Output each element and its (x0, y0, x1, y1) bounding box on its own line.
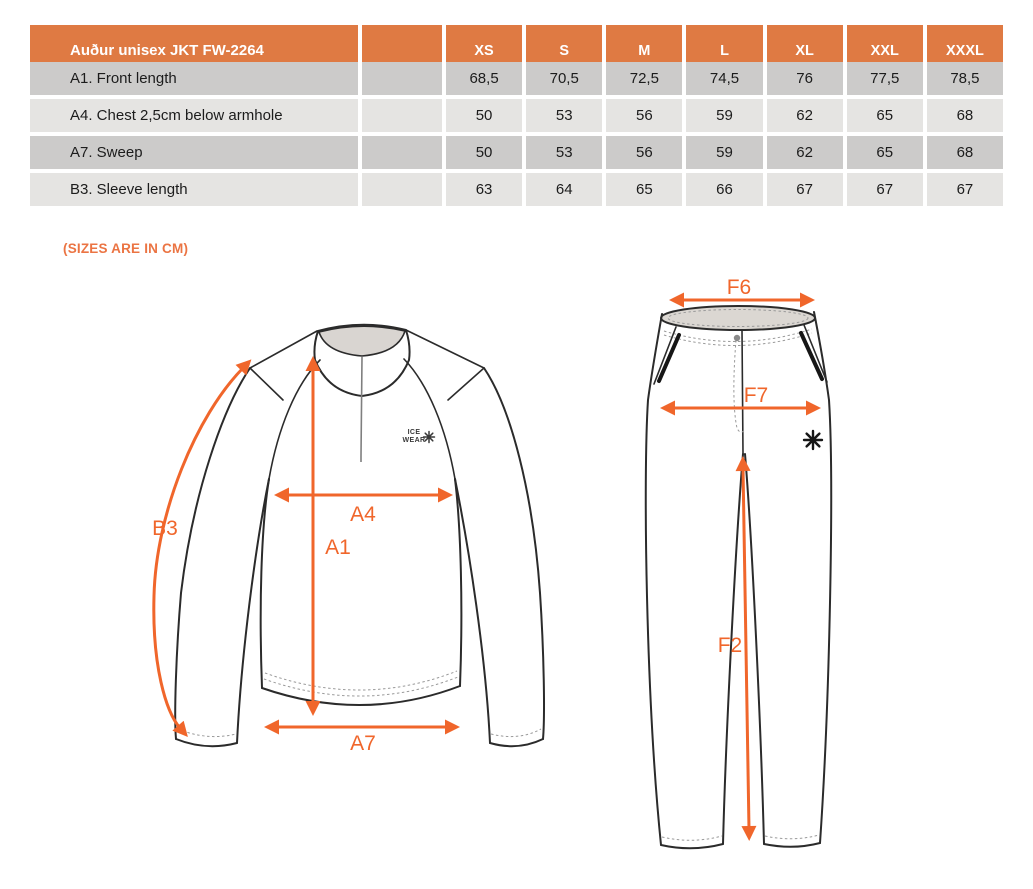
row-label-b3: B3. Sleeve length (30, 173, 358, 206)
row-spacer (362, 173, 442, 206)
size-column-header-s: S (526, 25, 602, 76)
size-value-cell: 74,5 (686, 62, 762, 95)
size-value-cell: 64 (526, 173, 602, 206)
snowflake-icon (804, 431, 822, 449)
size-value-cell: 68 (927, 99, 1003, 132)
size-value-cell: 65 (606, 173, 682, 206)
size-value-cell: 53 (526, 99, 602, 132)
sizes-note: (SIZES ARE IN CM) (63, 241, 189, 256)
size-value-cell: 72,5 (606, 62, 682, 95)
measurement-label-a4: A4 (350, 503, 376, 526)
size-value-cell: 56 (606, 99, 682, 132)
jacket-outline (175, 325, 544, 746)
size-column-header-xxxl: XXXL (927, 25, 1003, 76)
size-column-header-xl: XL (767, 25, 843, 76)
icewear-logo (403, 429, 435, 444)
size-value-cell: 67 (847, 173, 923, 206)
size-value-cell: 66 (686, 173, 762, 206)
measurement-label-f2: F2 (717, 634, 743, 657)
size-value-cell: 56 (606, 136, 682, 169)
size-value-cell: 53 (526, 136, 602, 169)
pants-outline (646, 306, 831, 848)
size-column-header-xxl: XXL (847, 25, 923, 76)
size-value-cell: 62 (767, 99, 843, 132)
size-value-cell: 59 (686, 136, 762, 169)
inseam-measure-arrow-f2 (743, 468, 749, 829)
measurement-label-a7: A7 (350, 732, 376, 755)
row-spacer (362, 136, 442, 169)
row-spacer (362, 99, 442, 132)
size-table (30, 25, 1003, 206)
size-value-cell: 68,5 (446, 62, 522, 95)
size-value-cell: 68 (927, 136, 1003, 169)
row-label-a4: A4. Chest 2,5cm below armhole (30, 99, 358, 132)
measurement-label-f7: F7 (743, 384, 769, 407)
measurement-label-a1: A1 (325, 536, 351, 559)
size-value-cell: 70,5 (526, 62, 602, 95)
size-value-cell: 50 (446, 99, 522, 132)
size-value-cell: 65 (847, 99, 923, 132)
pocket-trims (654, 325, 827, 384)
logo-line2: WEAR (402, 437, 426, 444)
size-value-cell: 76 (767, 62, 843, 95)
sleeve-measure-arrow-b3 (154, 368, 243, 728)
size-value-cell: 62 (767, 136, 843, 169)
pants-diagram (618, 278, 878, 878)
size-value-cell: 67 (927, 173, 1003, 206)
size-column-header-m: M (606, 25, 682, 76)
measurement-label-b3: B3 (152, 517, 178, 540)
size-value-cell: 50 (446, 136, 522, 169)
row-spacer (362, 62, 442, 95)
size-value-cell: 63 (446, 173, 522, 206)
size-value-cell: 65 (847, 136, 923, 169)
zipper-line (361, 357, 362, 462)
jacket-diagram (128, 298, 578, 768)
row-label-a1: A1. Front length (30, 62, 358, 95)
size-column-header-xs: XS (446, 25, 522, 76)
size-value-cell: 67 (767, 173, 843, 206)
row-label-a7: A7. Sweep (30, 136, 358, 169)
collar-inner-fill (319, 326, 405, 356)
table-title: Auður unisex JKT FW-2264 (30, 25, 358, 76)
logo-line1: ICE (407, 429, 421, 436)
size-column-header-l: L (686, 25, 762, 76)
size-value-cell: 59 (686, 99, 762, 132)
measurement-label-f6: F6 (726, 278, 752, 299)
size-value-cell: 77,5 (847, 62, 923, 95)
snowflake-icon (424, 432, 435, 443)
waist-button (734, 335, 740, 341)
size-value-cell: 78,5 (927, 62, 1003, 95)
